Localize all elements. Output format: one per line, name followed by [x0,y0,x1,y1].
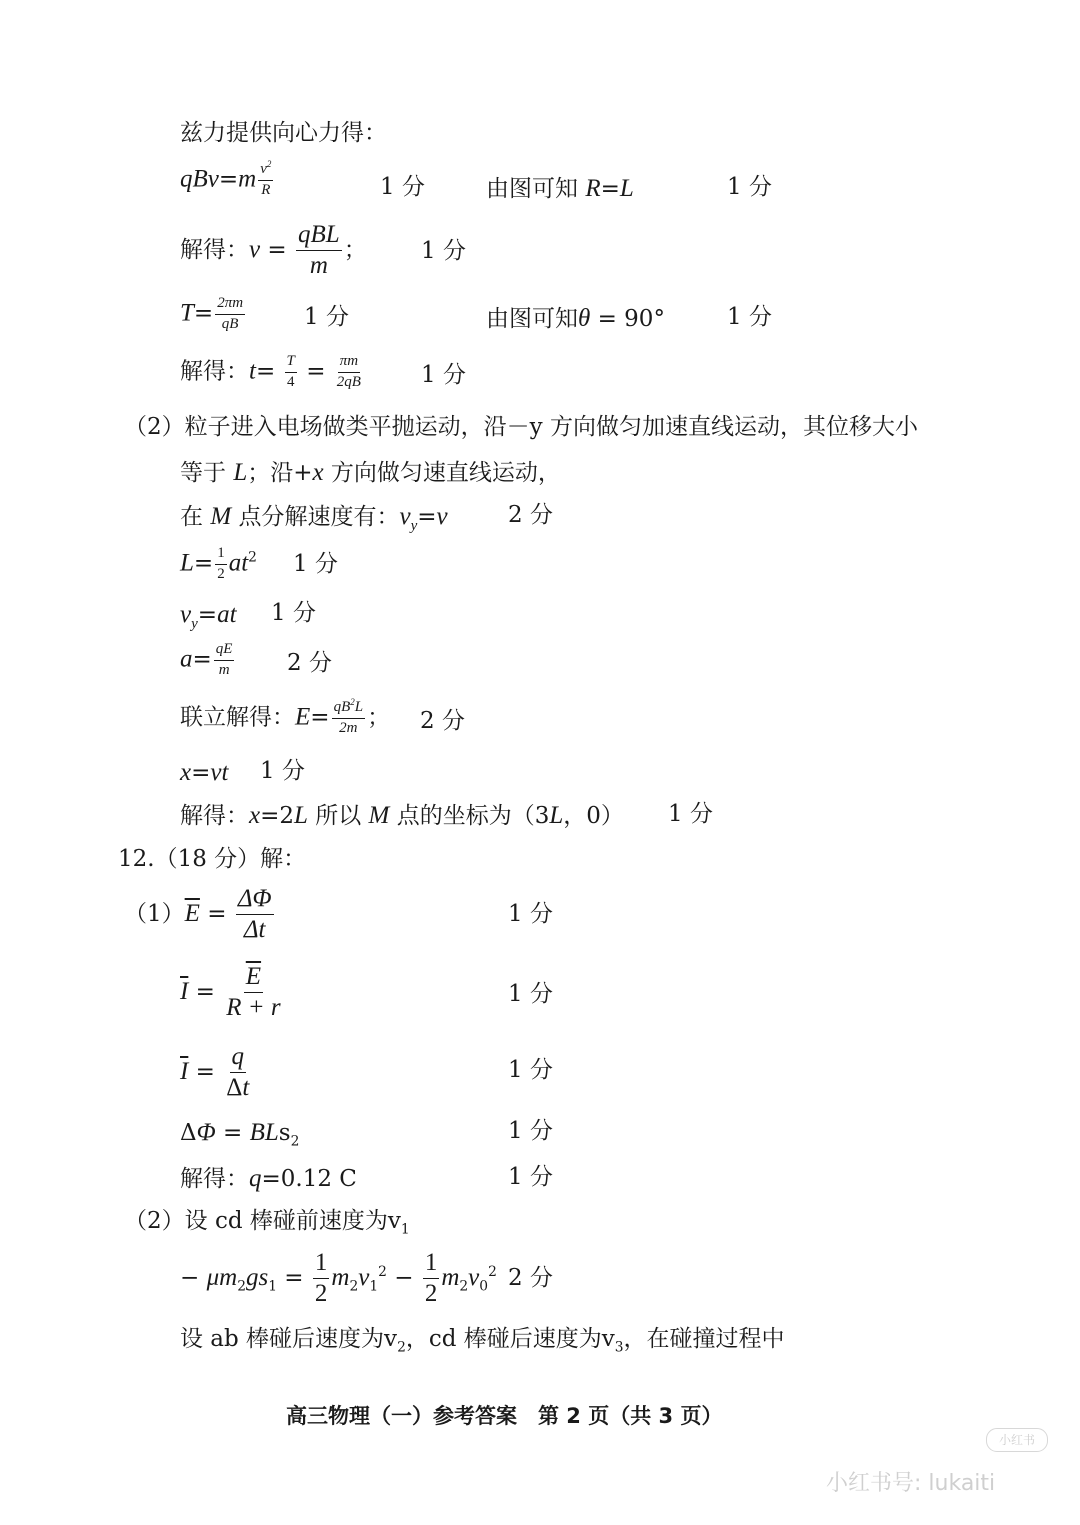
score: 1 分 [271,600,316,626]
score: 2 分 [508,1265,553,1291]
text-line: （2）粒子进入电场做类平抛运动，沿－y 方向做匀加速直线运动，其位移大小 [124,414,918,440]
watermark-badge: 小红书 [986,1428,1048,1452]
score: 1 分 [304,304,349,330]
text-line: 由图可知 R=L [486,175,634,202]
page-footer: 高三物理（一）参考答案 第 2 页（共 3 页） [286,1404,723,1428]
score: 2 分 [420,708,465,734]
score: 1 分 [260,758,305,784]
score: 1 分 [421,238,466,264]
equation-line: 联立解得：E= $\frac{qB^2L}{2m}$ ； [180,697,391,736]
text-line: 兹力提供向心力得： [180,120,387,146]
score: 1 分 [508,981,553,1007]
score: 2 分 [287,650,332,676]
equation-line: 解得：v = $\frac{\text{qBL}}{m}$ ； [180,221,367,280]
score: 1 分 [508,1164,553,1190]
watermark-handle: 小红书号: lukaiti [826,1471,996,1496]
text-line: （2）设 cd 棒碰前速度为$v_1$ [124,1208,410,1238]
score: 1 分 [421,362,466,388]
score: 1 分 [668,801,713,827]
score: 1 分 [508,901,553,927]
score: 1 分 [293,551,338,577]
score: 1 分 [380,174,425,200]
text-line: 由图可知θ = 90° [486,305,665,332]
equation-line: $\overline{I}$ = $\frac{q}{\Delta t}$ [180,1043,250,1102]
equation-line: 解得：t= $\frac{T}{4}$ = $\frac{\pi m}{2qB}$ [180,353,361,390]
score: 1 分 [727,174,772,200]
score: 1 分 [508,1118,553,1144]
equation-line: T= $\frac{2\pi m}{qB}$ [180,295,244,332]
equation-line: $v_y=at$ [180,601,237,632]
text-line: 12.（18 分）解： [118,846,307,872]
equation-line: 解得：q=0.12 C [180,1165,357,1192]
equation-line: L= $\frac{1}{2}$ $at^2$ [180,545,257,582]
score: 2 分 [508,502,553,528]
equation-line: $\overline{I}$ = $\frac{\overline{E}}{R + r}$ [180,963,281,1022]
equation-line: ΔΦ = BLs$_2$ [180,1119,300,1150]
equation-line: x=vt [180,759,229,786]
equation-line: a= $\frac{qE}{m}$ [180,641,233,678]
text-line: 设 ab 棒碰后速度为$v_2$，cd 棒碰后速度为$v_3$，在碰撞过程中 [180,1326,785,1356]
equation-line: 在 M 点分解速度有：$v_y=v$ [180,503,448,534]
score: 1 分 [508,1057,553,1083]
equation-line: $(1)\overline{E}$ = $\frac{\Delta\Phi}{\Delta t}$ [124,885,272,944]
equation-line: qBv=m $\frac{v^2}{R}$ [180,159,272,198]
equation-line: 解得：x=2L 所以 M 点的坐标为（3L，0） [180,802,624,829]
score: 1 分 [727,304,772,330]
text-line: 等于 L；沿+x 方向做匀速直线运动， [180,459,561,486]
equation-line: − $\mu m_2gs_1$ = $\frac{1}{2}$ $m_2v_1^2$ − $\frac{1}{2}$ $m_2v_0^2$ [180,1249,497,1308]
